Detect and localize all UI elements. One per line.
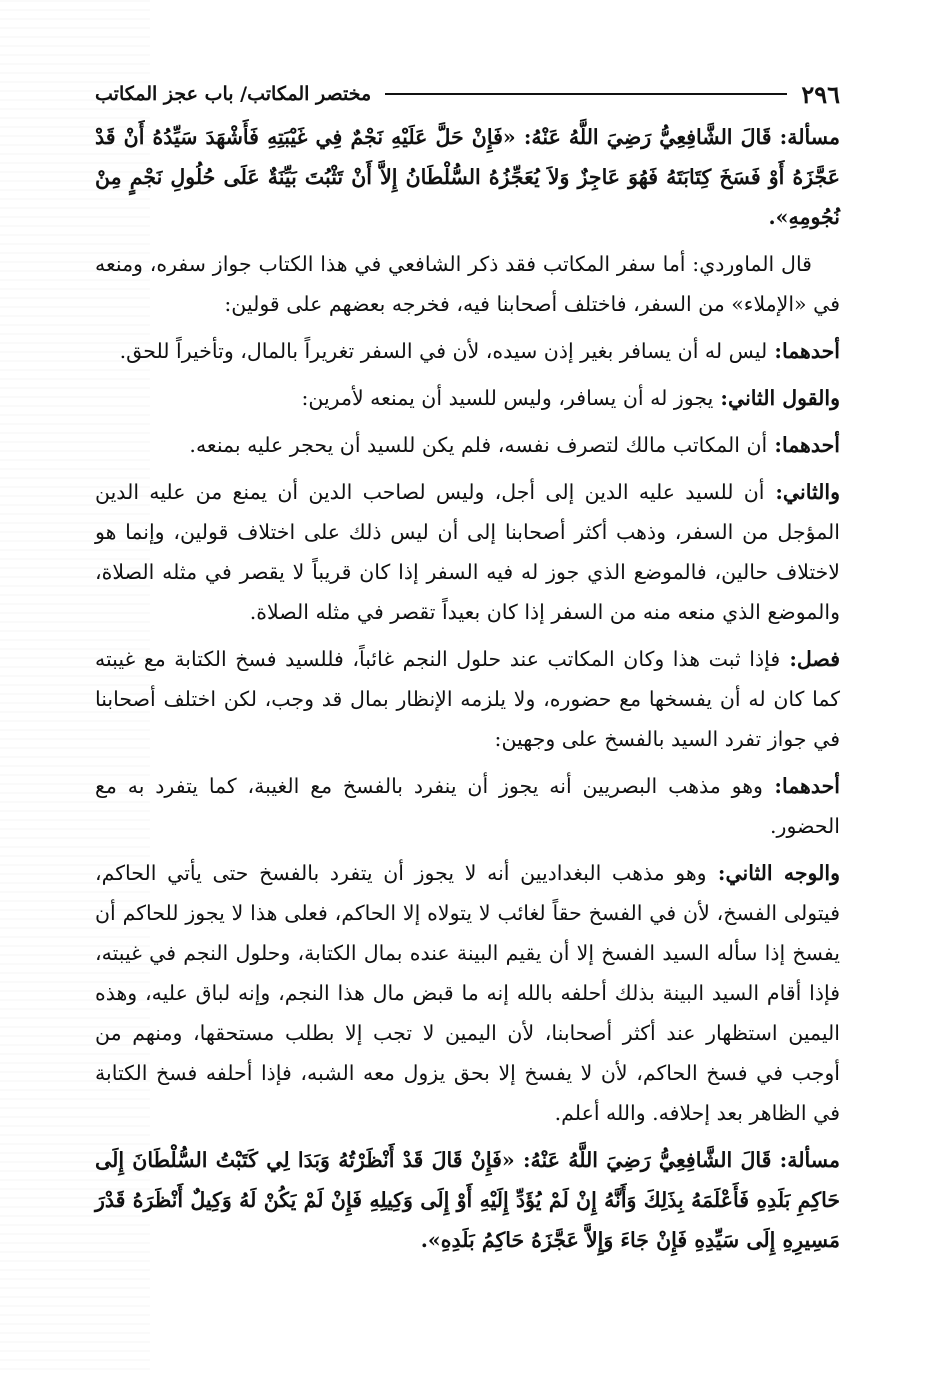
paragraph <box>95 639 840 759</box>
paragraph-lead: مسألة: قَالَ الشَّافِعِيُّ رَضِيَ اللَّهُ عَنْهُ: <box>515 125 840 149</box>
page-number: ٢٩٦ <box>801 79 840 109</box>
paragraph-text: ليس له أن يسافر بغير إذن سيده، لأن في السفر تغريراً بالمال، وتأخيراً للحق. <box>119 339 768 363</box>
paragraph <box>95 1140 840 1260</box>
paragraph-lead: أحدهما: <box>767 433 840 457</box>
running-title: مختصر المكاتب/ باب عجز المكاتب <box>95 83 372 105</box>
paragraph-text: فإذا ثبت هذا وكان المكاتب عند حلول النجم غائباً، فللسيد فسخ الكتابة مع غيبته كما كان له أن يفسخها مع حضوره، ولا يلزمه الإنظار بمال قد وجب، لكن اختلف أصحابنا في جواز تفرد السيد بالفسخ على وجهين: <box>95 647 840 751</box>
page-body <box>95 117 840 1267</box>
paragraph-text: أن للسيد عليه الدين إلى أجل، وليس لصاحب الدين أن يمنع من عليه الدين المؤجل من السفر، وذهب أكثر أصحابنا إلى أن ليس ذلك على اختلاف قولين، وإنما هو لاختلاف حالين، فالموضع الذي جوز له فيه السفر إذا كان قريباً لا يقصر في مثله الصلاة، والموضع الذي منعه منه من السفر إذا كان بعيداً تقصر في مثله الصلاة. <box>95 480 840 624</box>
paragraph <box>95 378 840 418</box>
paragraph <box>95 472 840 632</box>
header-rule <box>385 93 787 95</box>
paragraph <box>95 425 840 465</box>
paragraph-lead: والوجه الثاني: <box>706 861 840 885</box>
paragraph-lead: أحدهما: <box>762 774 840 798</box>
paragraph <box>95 331 840 371</box>
paragraph <box>95 766 840 846</box>
page-header <box>95 74 840 114</box>
paragraph-text: يجوز له أن يسافر، وليس للسيد أن يمنعه لأمرين: <box>301 386 714 410</box>
paragraph <box>95 117 840 237</box>
paragraph-text: قال الماوردي: أما سفر المكاتب فقد ذكر الشافعي في هذا الكتاب جواز سفره، ومنعه في «الإملاء» من السفر، فاختلف أصحابنا فيه، فخرجه بعضهم على قولين: <box>95 252 840 316</box>
paragraph-text: أن المكاتب مالك لتصرف نفسه، فلم يكن للسيد أن يحجر عليه بمنعه. <box>189 433 768 457</box>
paragraph-text: وهو مذهب البغداديين أنه لا يجوز أن يتفرد بالفسخ حتى يأتي الحاكم، فيتولى الفسخ، لأن في الفسخ حقاً لغائب لا يتولاه إلا الحاكم، فعلى هذا لا يجوز للحاكم أن يفسخ إذا سأله السيد الفسخ إلا أن يقيم البينة عنده بمال الكتابة، وحلول النجم في غيبته، فإذا أقام السيد البينة بذلك أحلفه بالله إنه ما قبض مال هذا النجم، وإنه لباق عليه، وهذه اليمين استظهار عند أكثر أصحابنا، لأن اليمين لا تجب إلا بطلب مستحقها، ومنهم من أوجب في فسخ الحاكم، لأن لا يفسخ إلا بحق يزول معه الشبه، فإذا أحلفه فسخ الكتابة في الظاهر بعد إحلافه. والله أعلم. <box>95 861 840 1125</box>
paragraph-quote: «فَإِنْ قَالَ قَدْ أَنْظَرْتُهُ وَبَدَا لِي كَتَبْتُ السُّلْطَانَ إِلَى حَاكِمِ بَلَدِهِ فَأَعْلَمَهُ بِذَلِكَ وَأَنَّهُ إِنْ لَمْ يُؤَدِّ إِلَيْهِ أَوْ إِلَى وَكِيلِهِ فَإِنْ لَمْ يَكُنْ لَهُ وَكِيلٌ أَنْظَرَهُ قَدْرَ مَسِيرِهِ إِلَى سَيِّدِهِ فَإِنْ جَاءَ وَإِلاَّ عَجَّزَهُ حَاكِمُ بَلَدِهِ». <box>95 1148 840 1252</box>
paragraph-lead: والثاني: <box>764 480 840 504</box>
paragraph <box>95 244 840 324</box>
paragraph-lead: والقول الثاني: <box>713 386 840 410</box>
paragraph <box>95 853 840 1133</box>
paragraph-lead: أحدهما: <box>767 339 840 363</box>
paragraph-lead: فصل: <box>780 647 840 671</box>
paragraph-text: وهو مذهب البصريين أنه يجوز أن ينفرد بالفسخ مع الغيبة، كما يتفرد به مع الحضور. <box>95 774 840 838</box>
paragraph-quote: «فَإِنْ حَلَّ عَلَيْهِ نَجْمٌ فِي غَيْبَتِهِ فَأَشْهَدَ سَيِّدُهُ أَنْ قَدْ عَجَّزَهُ أَوْ فَسَخَ كِتَابَتَهُ فَهُوَ عَاجِزٌ وَلاَ يُعَجِّزُهُ السُّلْطَانُ إِلاَّ أَنْ تَثْبُتَ بَيِّنَةٌ عَلَى حُلُولِ نَجْمٍ مِنْ نُجُومِهِ». <box>95 125 840 229</box>
paragraph-lead: مسألة: قَالَ الشَّافِعِيُّ رَضِيَ اللَّهُ عَنْهُ: <box>514 1148 840 1172</box>
